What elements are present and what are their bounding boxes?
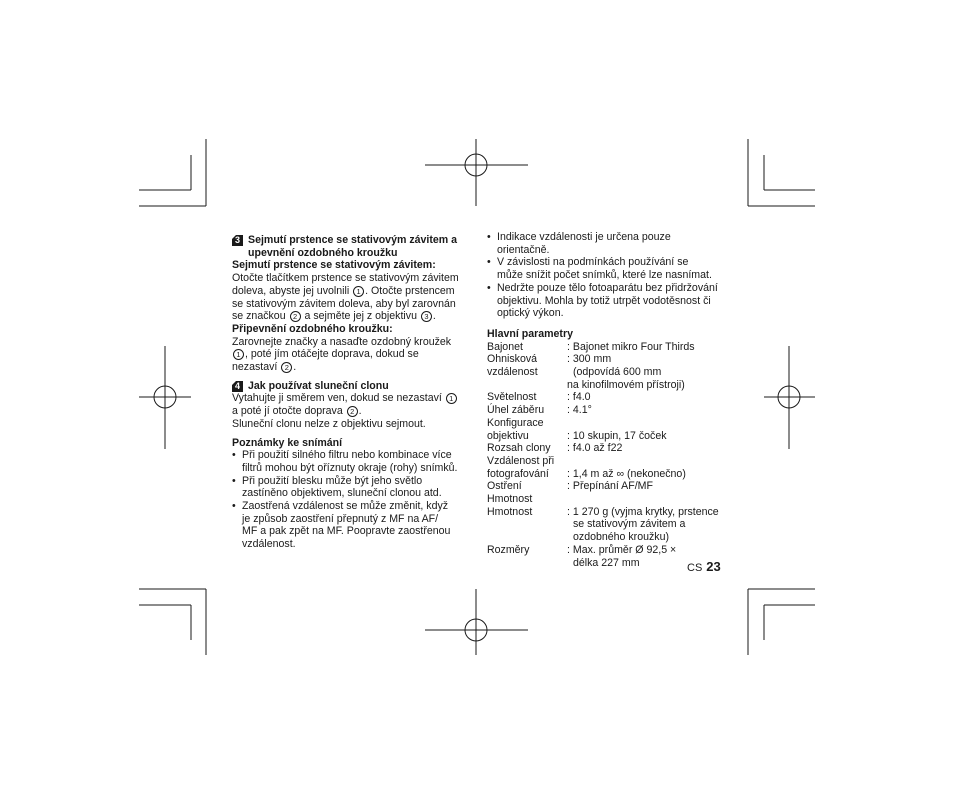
text-line — [232, 310, 472, 323]
text-line: objektivu. Mohla by totiž utrpět vodotěsnost či — [497, 294, 711, 307]
section-4-title: Jak používat sluneční clonu — [248, 379, 389, 392]
text-line: • V závislosti na podmínkách používání se — [497, 256, 689, 269]
step-4-icon: 4 — [232, 381, 243, 392]
text-line: : 10 skupin, 17 čoček — [567, 429, 667, 442]
spec-value: : f4.0 — [567, 391, 591, 404]
text-span: . — [432, 310, 436, 323]
text-line: zastíněno objektivem, sluneční clonou atd. — [242, 487, 442, 500]
spec-row — [487, 353, 727, 378]
text-line: může snížit počet snímků, které lze nasnímat. — [497, 269, 712, 282]
spec-row — [487, 506, 727, 544]
circled-number-2: 2 — [347, 406, 358, 417]
text-line: • Zaostřená vzdálenost se může změnit, když — [242, 500, 449, 513]
step-3-icon: 3 — [232, 235, 243, 246]
text-span: . — [293, 361, 297, 374]
list-item — [487, 231, 727, 256]
text-line: • Indikace vzdálenosti je určena pouze — [497, 231, 671, 243]
text-line: objektivu — [487, 429, 529, 442]
text-line: : 300 mm — [567, 353, 612, 366]
spec-row — [487, 480, 727, 505]
text-span: a poté jí otočte doprava — [232, 405, 346, 418]
text-span: . Otočte prstencem — [365, 284, 455, 297]
page-number-value: 23 — [706, 559, 721, 574]
text-line — [232, 392, 472, 405]
circled-number-3: 3 — [421, 311, 432, 322]
para-sunshade — [232, 392, 472, 430]
spec-row — [487, 379, 727, 392]
right-column — [487, 231, 727, 569]
text-line: ozdobného kroužku) — [573, 531, 669, 544]
spec-value: : f4.0 až f22 — [567, 442, 623, 455]
subheading-remove-ring: Sejmutí prstence se stativovým závitem: — [232, 259, 436, 272]
spec-key — [487, 353, 567, 378]
text-line: optický výkon. — [497, 307, 564, 320]
para-remove-ring — [232, 272, 472, 323]
spec-value — [567, 417, 727, 442]
circled-number-1: 1 — [353, 286, 364, 297]
text-line: Otočte tlačítkem prstence se stativovým závitem — [232, 272, 459, 285]
text-line: : 1,4 m až ∞ (nekonečno) — [567, 467, 686, 480]
text-span: , poté jím otáčejte doprava, dokud se — [245, 348, 419, 361]
circled-number-1: 1 — [233, 349, 244, 360]
text-line: • Při použití blesku může být jeho světlo — [242, 474, 423, 487]
text-line: vzdálenost — [487, 366, 538, 379]
text-line: MF a pak zpět na MF. Poopravte zaostřenou — [242, 525, 451, 538]
text-line: Zarovnejte značky a nasaďte ozdobný kroužek — [232, 335, 452, 348]
text-span: nezastaví — [232, 361, 281, 374]
text-line — [232, 361, 472, 374]
specs-heading: Hlavní parametry — [487, 327, 573, 340]
section-3-title-line2: upevnění ozdobného kroužku — [248, 246, 398, 259]
spec-row — [487, 417, 727, 442]
text-line: orientačně. — [497, 243, 550, 256]
text-span: a sejměte jej z objektivu — [301, 310, 420, 323]
spec-key: Hmotnost — [487, 505, 533, 518]
text-line: na kinofilmovém přístroji) — [567, 378, 685, 391]
section-3-title-line1: Sejmutí prstence se stativovým závitem a — [248, 234, 458, 246]
text-line: Sluneční clonu nelze z objektivu sejmout. — [232, 417, 426, 430]
text-line — [232, 348, 472, 361]
spec-row — [487, 341, 727, 354]
text-line: Ohnisková — [487, 353, 538, 366]
spec-key: Ostření Hmotnost — [487, 480, 533, 506]
spec-key: Rozsah clony — [487, 442, 551, 455]
spec-row — [487, 455, 727, 480]
list-item — [232, 500, 472, 551]
spec-key — [487, 379, 567, 392]
section-4-heading — [232, 380, 472, 393]
text-span: Vytahujte ji směrem ven, dokud se nezastaví — [232, 392, 445, 405]
subheading-attach-ring: Připevnění ozdobného kroužku: — [232, 322, 393, 335]
left-column — [232, 234, 472, 551]
spec-row — [487, 391, 727, 404]
text-span: . — [358, 405, 362, 418]
text-line: je způsob zaostření přepnutý z MF na AF/ — [242, 512, 439, 525]
text-line: : 1 270 g (vyjma krytky, prstence — [567, 505, 719, 518]
language-code: CS — [687, 562, 703, 574]
spec-row — [487, 404, 727, 417]
list-item — [232, 475, 472, 500]
page-number — [687, 559, 721, 574]
text-line: se stativovým závitem doleva, aby byl zarovnán — [232, 297, 456, 310]
text-line: délka 227 mm — [573, 556, 640, 569]
spec-value: : Přepínání AF/MF — [567, 480, 653, 493]
spec-key — [487, 417, 567, 442]
para-attach-ring — [232, 336, 472, 374]
spec-value — [567, 506, 727, 544]
spec-key: Světelnost — [487, 391, 537, 404]
list-item — [487, 282, 727, 320]
specs-table — [487, 341, 727, 570]
text-line: : Max. průměr Ø 92,5 × — [567, 543, 677, 556]
text-span: se značkou — [232, 310, 289, 323]
text-line: se stativovým závitem a — [573, 518, 686, 531]
text-line: filtrů mohou být oříznuty okraje (rohy) snímků. — [242, 461, 458, 474]
text-line: • Při použití silného filtru nebo kombinace více — [242, 449, 452, 462]
spec-value — [567, 379, 727, 392]
spec-value: : 4.1° — [567, 404, 592, 417]
list-item — [487, 256, 727, 281]
text-line — [232, 405, 472, 418]
spec-key: Rozměry — [487, 543, 530, 556]
circled-number-2: 2 — [290, 311, 301, 322]
notes-heading: Poznámky ke snímání — [232, 436, 343, 449]
spec-key — [487, 455, 567, 480]
text-line: Konfigurace — [487, 416, 544, 429]
text-line: fotografování — [487, 467, 549, 480]
spec-key: Bajonet — [487, 340, 523, 353]
section-3-heading — [232, 234, 472, 259]
circled-number-1: 1 — [446, 393, 457, 404]
text-line: vzdálenost. — [242, 538, 296, 551]
text-line: (odpovídá 600 mm — [573, 366, 662, 379]
spec-value — [567, 455, 727, 480]
list-item — [232, 449, 472, 474]
spec-key: Úhel záběru — [487, 404, 545, 417]
spec-row — [487, 442, 727, 455]
circled-number-2: 2 — [281, 362, 292, 373]
text-line: Vzdálenost při — [487, 454, 555, 467]
text-line — [232, 285, 472, 298]
text-span: doleva, abyste jej uvolnili — [232, 284, 353, 297]
spec-value — [567, 353, 727, 378]
text-line: • Nedržte pouze tělo fotoaparátu bez přidržování — [497, 281, 718, 294]
spec-value: : Bajonet mikro Four Thirds — [567, 340, 695, 353]
